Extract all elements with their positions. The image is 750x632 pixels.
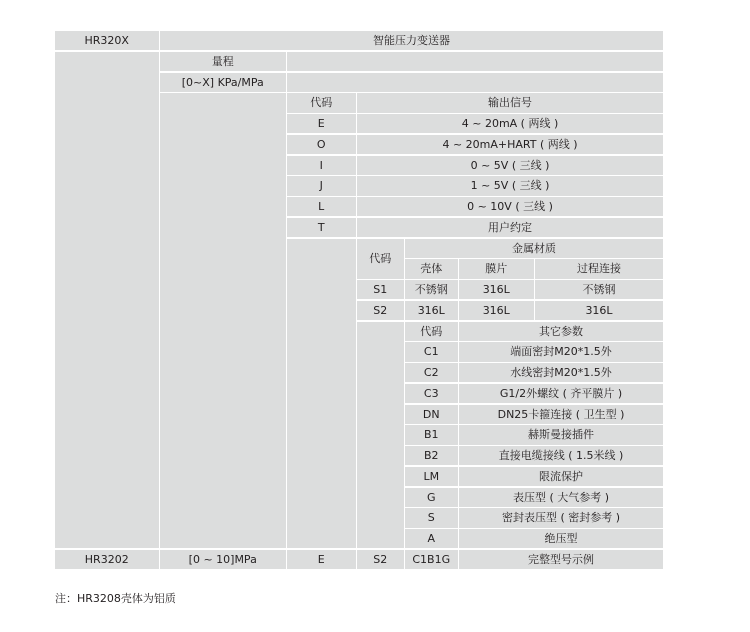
other-param-cell: 端面密封M20*1.5外 (459, 342, 663, 361)
output-signal-cell: 0 ~ 10V ( 三线 ) (357, 197, 663, 216)
material-column-spacer (357, 322, 404, 549)
other-code-cell: C1 (405, 342, 458, 361)
footnote: 注：HR3208壳体为铝质 (55, 592, 176, 605)
other-param-cell: 绝压型 (459, 529, 663, 548)
material-code-cell: S2 (357, 301, 404, 320)
other-param-cell: G1/2外螺纹 ( 齐平膜片 ) (459, 384, 663, 403)
output-signal-cell: 0 ~ 5V ( 三线 ) (357, 156, 663, 175)
range-header-cell: 量程 (160, 52, 286, 71)
other-param-cell: 水线密封M20*1.5外 (459, 363, 663, 382)
material-code-cell: S1 (357, 280, 404, 299)
output-signal-cell: 4 ~ 20mA+HART ( 两线 ) (357, 135, 663, 154)
output-signal-cell: 用户约定 (357, 218, 663, 237)
other-code-cell: G (405, 488, 458, 507)
other-param-header: 其它参数 (459, 322, 663, 341)
output-code-cell: O (287, 135, 356, 154)
output-signal-header: 输出信号 (357, 93, 663, 112)
output-signal-cell: 1 ~ 5V ( 三线 ) (357, 176, 663, 195)
other-code-header: 代码 (405, 322, 458, 341)
example-output-cell: E (287, 550, 356, 569)
diaphragm-header: 膜片 (459, 259, 534, 278)
other-code-cell: LM (405, 467, 458, 486)
example-model-cell: HR3202 (55, 550, 159, 569)
output-code-cell: E (287, 114, 356, 133)
other-code-cell: B1 (405, 425, 458, 444)
housing-cell: 316L (405, 301, 458, 320)
example-range-cell: [0 ~ 10]MPa (160, 550, 286, 569)
range-unit-spacer (287, 73, 663, 92)
range-column-spacer (160, 93, 286, 548)
other-param-cell: 密封表压型 ( 密封参考 ) (459, 508, 663, 527)
other-code-cell: C3 (405, 384, 458, 403)
range-unit-cell: [0~X] KPa/MPa (160, 73, 286, 92)
range-header-spacer (287, 52, 663, 71)
other-code-cell: A (405, 529, 458, 548)
output-code-cell: I (287, 156, 356, 175)
example-label-cell: 完整型号示例 (459, 550, 663, 569)
connection-cell: 316L (535, 301, 663, 320)
material-header: 金属材质 (405, 239, 663, 258)
other-param-cell: 赫斯曼接插件 (459, 425, 663, 444)
material-code-header: 代码 (357, 239, 404, 279)
diaphragm-cell: 316L (459, 301, 534, 320)
connection-header: 过程连接 (535, 259, 663, 278)
other-code-cell: C2 (405, 363, 458, 382)
example-material-cell: S2 (357, 550, 404, 569)
output-signal-cell: 4 ~ 20mA ( 两线 ) (357, 114, 663, 133)
other-param-cell: 表压型 ( 大气参考 ) (459, 488, 663, 507)
other-param-cell: 限流保护 (459, 467, 663, 486)
other-code-cell: S (405, 508, 458, 527)
housing-header: 壳体 (405, 259, 458, 278)
output-code-cell: L (287, 197, 356, 216)
other-code-cell: B2 (405, 446, 458, 465)
model-selection-table (55, 31, 663, 571)
model-header-cell: HR320X (55, 31, 159, 50)
example-other-cell: C1B1G (405, 550, 458, 569)
diaphragm-cell: 316L (459, 280, 534, 299)
output-code-header: 代码 (287, 93, 356, 112)
other-param-cell: DN25卡箍连接 ( 卫生型 ) (459, 405, 663, 424)
product-title-cell: 智能压力变送器 (160, 31, 663, 50)
model-column-spacer (55, 52, 159, 549)
other-code-cell: DN (405, 405, 458, 424)
connection-cell: 不锈钢 (535, 280, 663, 299)
output-code-cell: J (287, 176, 356, 195)
housing-cell: 不锈钢 (405, 280, 458, 299)
other-param-cell: 直接电缆接线 ( 1.5米线 ) (459, 446, 663, 465)
output-code-cell: T (287, 218, 356, 237)
output-column-spacer (287, 239, 356, 549)
